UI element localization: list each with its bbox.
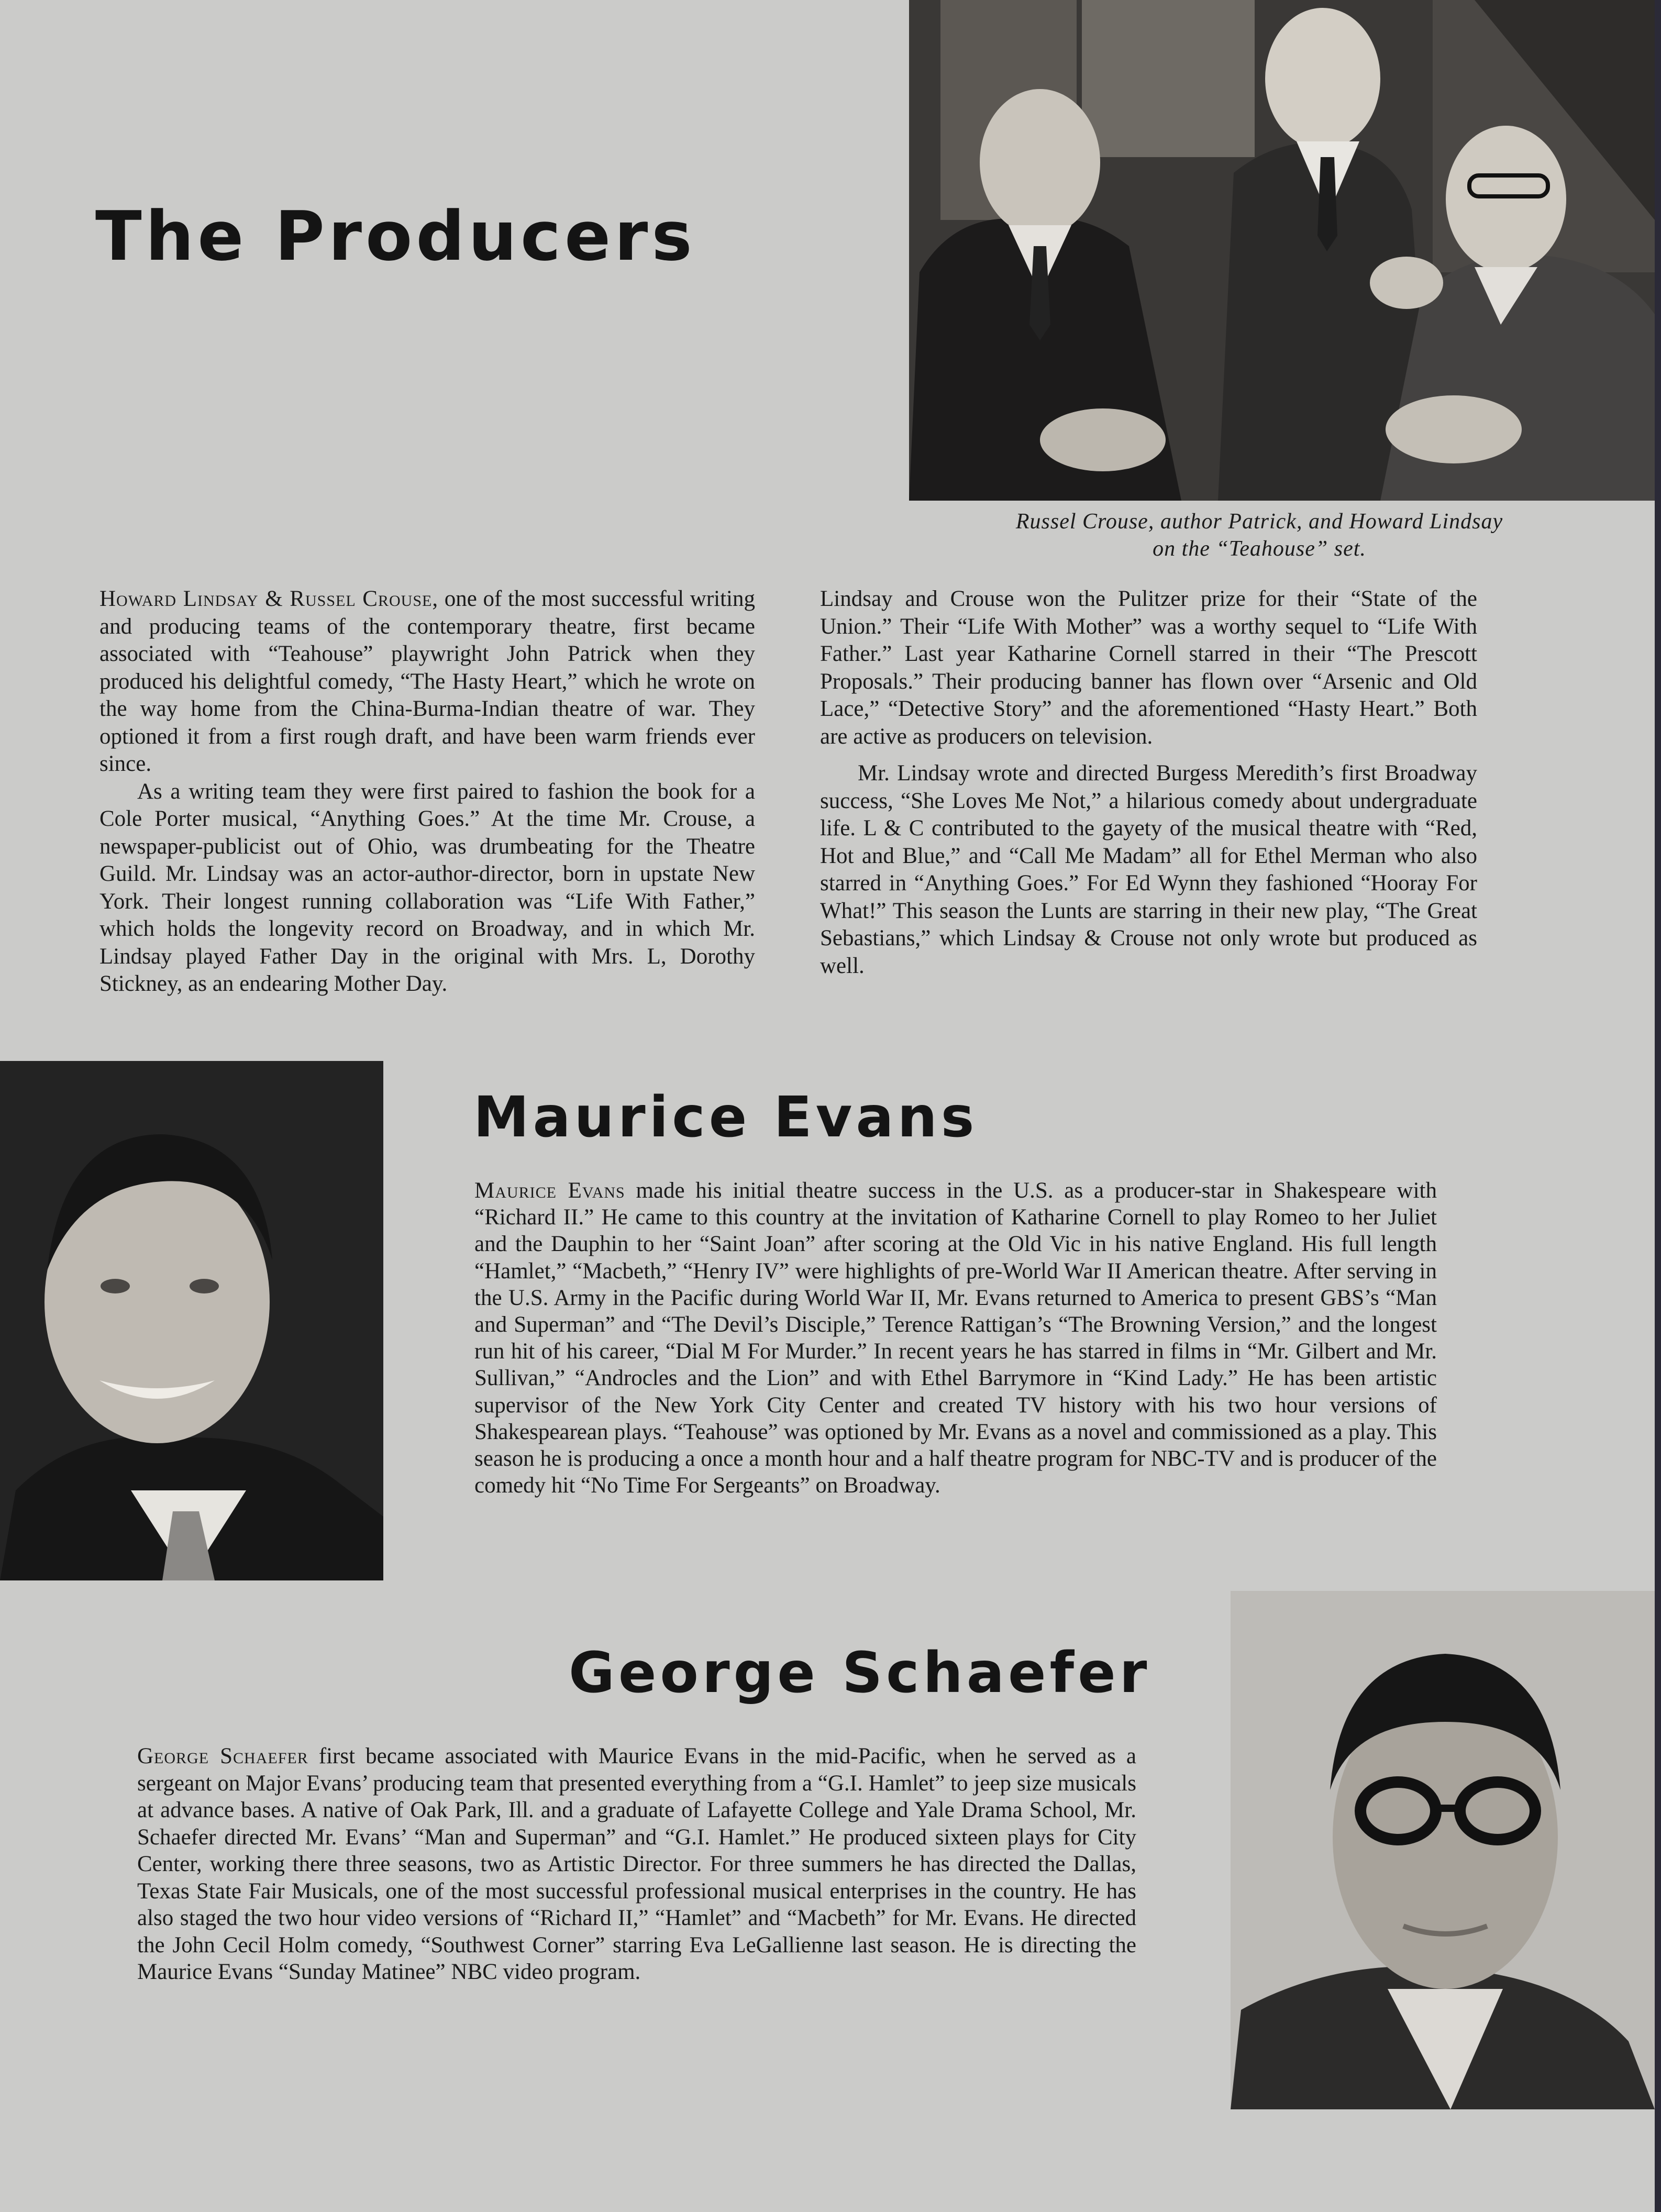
maurice-evans-bio-text xyxy=(474,1177,1437,1499)
maurice-evans-heading: Maurice Evans xyxy=(473,1085,978,1150)
maurice-evans-bio xyxy=(474,1177,1437,1499)
george-schaefer-portrait xyxy=(1231,1591,1655,2109)
schaefer-body-text: first became associated with Maurice Evans in the mid-Pacific, when he served as a sergeant on Major Evans’ producing team that presented everything from a “G.I. Hamlet” to jeep size musicals at advance bases. A native of Oak Park, Ill. and a graduate of Lafayette College and Yale Drama School, Mr. Schaefer directed Mr. Evans’ “Man and Superman” and “G.I. Hamlet.” He produced sixteen plays for City Center, working there three seasons, two as Artistic Director. For three summers he has directed the Dallas, Texas State Fair Musicals, one of the most successful professional musical enterprises in the country. He has also staged the two hour video versions of “Richard II,” “Hamlet” and “Macbeth” for Mr. Evans. He directed the John Cecil Holm comedy, “Southwest Corner” starring Eva LeGallienne last season. He is directing the Maurice Evans “Sunday Matinee” NBC video program. xyxy=(137,1744,1136,1984)
producers-left-paragraph-2: As a writing team they were first paired to fashion the book for a Cole Porter musical, “Anything Goes.” At the time Mr. Crouse, a newspaper-publicist out of Ohio, was drumbeating for the Theatre Guild. Mr. Lindsay was an actor-author-director, born in upstate New York. Their longest running collaboration was “Life With Father,” which holds the longevity record on Broadway, and in which Mr. Lindsay played Father Day in the original with Mrs. L, Dorothy Stickney, as an endearing Mother Day. xyxy=(99,779,755,996)
producers-right-paragraph-1: Lindsay and Crouse won the Pulitzer prize for their “State of the Union.” Their “Life With Mother” was a worthy sequel to “Life With Father.” Last year Katharine Cornell starred in their “The Prescott Proposals.” Their producing banner has flown over “Arsenic and Old Lace,” “Detective Story” and the aforementioned “Hasty Heart.” Both are active as producers on television. xyxy=(820,587,1477,749)
caption-line-2: on the “Teahouse” set. xyxy=(1153,537,1366,561)
george-schaefer-heading: George Schaefer xyxy=(569,1641,1151,1706)
producers-left-paragraph-1 xyxy=(99,585,755,778)
caption-line-1: Russel Crouse, author Patrick, and Howard Lindsay xyxy=(1015,510,1503,534)
schaefer-lead-name: George Schaefer xyxy=(137,1744,308,1768)
producers-heading: The Producers xyxy=(95,196,696,276)
george-schaefer-bio xyxy=(137,1743,1136,1986)
evans-lead-name: Maurice Evans xyxy=(474,1178,625,1203)
producers-left-text-1: one of the most successful writing and producing teams of the contemporary theatre, first became associated with “Teahouse” playwright John Patrick when they produced his delightful comedy, “The Hasty Heart,” which he wrote on the way home from the China-Burma-Indian theatre of war. They optioned it from a first rough draft, and have been warm friends ever since. xyxy=(99,587,755,776)
george-schaefer-bio-text xyxy=(137,1743,1136,1986)
producers-left-column xyxy=(99,585,755,998)
producers-right-column xyxy=(820,585,1477,980)
group-photo-caption xyxy=(932,508,1587,562)
maurice-evans-portrait xyxy=(0,1061,383,1580)
lead-names: Howard Lindsay & Russel Crouse, xyxy=(99,587,439,611)
evans-body-text: made his initial theatre success in the U.S. as a producer-star in Shakespeare with “Richard II.” He came to this country at the invitation of Katharine Cornell to play Romeo to her Juliet and the Dauphin to her “Saint Joan” after scoring at the Old Vic in his native England. His full length “Hamlet,” “Macbeth,” “Henry IV” were highlights of pre-World War II American theatre. After serving in the U.S. Army in the Pacific during World War II, Mr. Evans returned to America to present GBS’s “Man and Superman” and “The Devil’s Disciple,” Terence Rattigan’s “The Browning Version,” and the longest run hit of his career, “Dial M For Murder.” In recent years he has starred in films in “Mr. Gilbert and Mr. Sullivan,” “Androcles and the Lion” and with Ethel Barrymore in “Kind Lady.” He has been artistic supervisor of the New York City Center and created TV history with his two hour versions of Shakespearean plays. “Teahouse” was optioned by Mr. Evans as a novel and commissioned as a play. This season he is producing a once a month hour and a half theatre program for NBC-TV and is producer of the comedy hit “No Time For Sergeants” on Broadway. xyxy=(474,1178,1437,1498)
producers-right-paragraph-2: Mr. Lindsay wrote and directed Burgess Meredith’s first Broadway success, “She Loves Me Not,” a hilarious comedy about undergraduate life. L & C contributed to the gayety of the musical theatre with “Red, Hot and Blue,” and “Call Me Madam” all for Ethel Merman who also starred in “Anything Goes.” For Ed Wynn they fashioned “Hooray For What!” This season the Lunts are starring in their new play, “The Great Sebastians,” which Lindsay & Crouse not only wrote but produced as well. xyxy=(820,761,1477,978)
producers-group-photo xyxy=(909,0,1655,501)
